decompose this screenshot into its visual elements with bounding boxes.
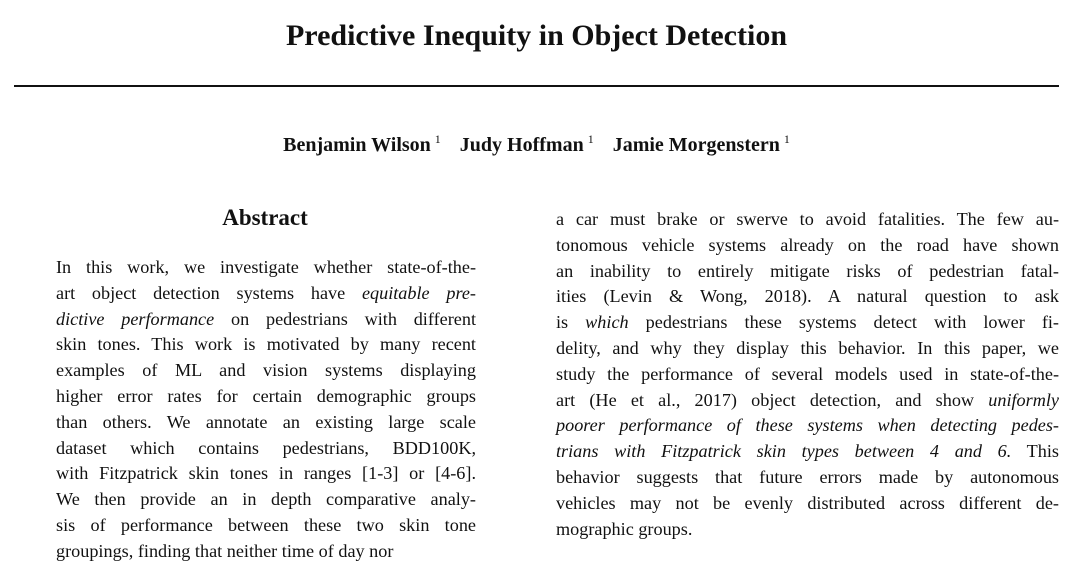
text-run: sis of performance between these two skin tone — [56, 514, 476, 535]
text-line — [56, 461, 476, 487]
text-run: examples of ML and vision systems displaying — [56, 360, 476, 381]
text-run: with Fitzpatrick skin tones in ranges [1-3] or [4-6]. — [56, 463, 476, 484]
abstract-heading: Abstract — [222, 205, 308, 230]
text-line — [56, 281, 476, 307]
text-run: skin tones. This work is motivated by many recent — [56, 334, 476, 355]
text-run: pedestrians these systems detect with lower fi- — [628, 312, 1059, 333]
affiliation-mark: 1 — [783, 132, 790, 147]
text-line — [556, 336, 1059, 362]
text-line — [556, 517, 1059, 543]
text-run: than others. We annotate an existing large scale — [56, 411, 476, 432]
title-rule — [14, 85, 1059, 87]
text-line — [56, 410, 476, 436]
abstract-body — [56, 255, 476, 565]
affiliation-mark: 1 — [587, 132, 594, 147]
italic-text: dictive performance — [56, 308, 215, 329]
text-line — [556, 465, 1059, 491]
text-line — [556, 413, 1059, 439]
author-name: Judy Hoffman — [459, 134, 584, 156]
text-run: ities (Levin & Wong, 2018). A natural question to ask — [556, 286, 1059, 307]
affiliation-mark: 1 — [434, 132, 441, 147]
author-name: Benjamin Wilson — [283, 134, 431, 156]
text-line — [56, 332, 476, 358]
text-line — [56, 255, 476, 281]
text-run: This — [1011, 441, 1059, 462]
text-line — [556, 233, 1059, 259]
text-line — [556, 284, 1059, 310]
author — [460, 134, 594, 156]
introduction-body — [556, 207, 1059, 542]
text-line — [556, 310, 1059, 336]
text-run: groupings, finding that neither time of day nor — [56, 540, 394, 561]
text-line — [556, 207, 1059, 233]
text-line — [556, 259, 1059, 285]
text-line — [56, 307, 476, 333]
text-line — [56, 436, 476, 462]
text-run: art object detection systems have — [56, 282, 362, 303]
text-line — [56, 513, 476, 539]
author — [613, 134, 790, 156]
italic-text: trians with Fitzpatrick skin types between 4 and 6. — [556, 441, 1012, 462]
text-run: art (He et al., 2017) object detection, and show — [556, 389, 989, 410]
author-list — [0, 131, 1073, 159]
text-run: behavior suggests that future errors made by autonomous — [556, 466, 1059, 487]
text-run: a car must brake or swerve to avoid fatalities. The few au- — [556, 209, 1059, 229]
author — [283, 134, 441, 156]
italic-text: equitable pre- — [361, 282, 476, 303]
italic-text: poorer performance of these systems when detecting pedes- — [556, 415, 1059, 436]
author-name: Jamie Morgenstern — [612, 134, 780, 156]
text-line — [56, 384, 476, 410]
text-run: We then provide an in depth comparative analy- — [56, 489, 476, 510]
text-run: tonomous vehicle systems already on the road have shown — [556, 234, 1059, 255]
paper-title: Predictive Inequity in Object Detection — [285, 19, 788, 52]
text-run: higher error rates for certain demographic groups — [56, 385, 476, 406]
text-run: vehicles may not be evenly distributed across different de- — [556, 492, 1059, 513]
text-run: In this work, we investigate whether state-of-the- — [56, 257, 476, 277]
text-line — [556, 388, 1059, 414]
text-line — [56, 358, 476, 384]
text-run: delity, and why they display this behavior. In this paper, we — [556, 337, 1059, 358]
text-run: on pedestrians with different — [214, 308, 476, 329]
text-line — [56, 487, 476, 513]
text-line — [556, 491, 1059, 517]
text-run: study the performance of several models used in state-of-the- — [556, 363, 1059, 384]
italic-text: uniformly — [988, 389, 1059, 410]
italic-text: which — [585, 312, 629, 333]
text-line — [556, 362, 1059, 388]
text-line — [56, 539, 476, 565]
text-line — [556, 439, 1059, 465]
text-run: is — [556, 312, 586, 333]
text-run: dataset which contains pedestrians, BDD100K, — [56, 437, 476, 458]
text-run: an inability to entirely mitigate risks of pedestrian fatal- — [556, 260, 1059, 281]
text-run: mographic groups. — [556, 518, 693, 539]
